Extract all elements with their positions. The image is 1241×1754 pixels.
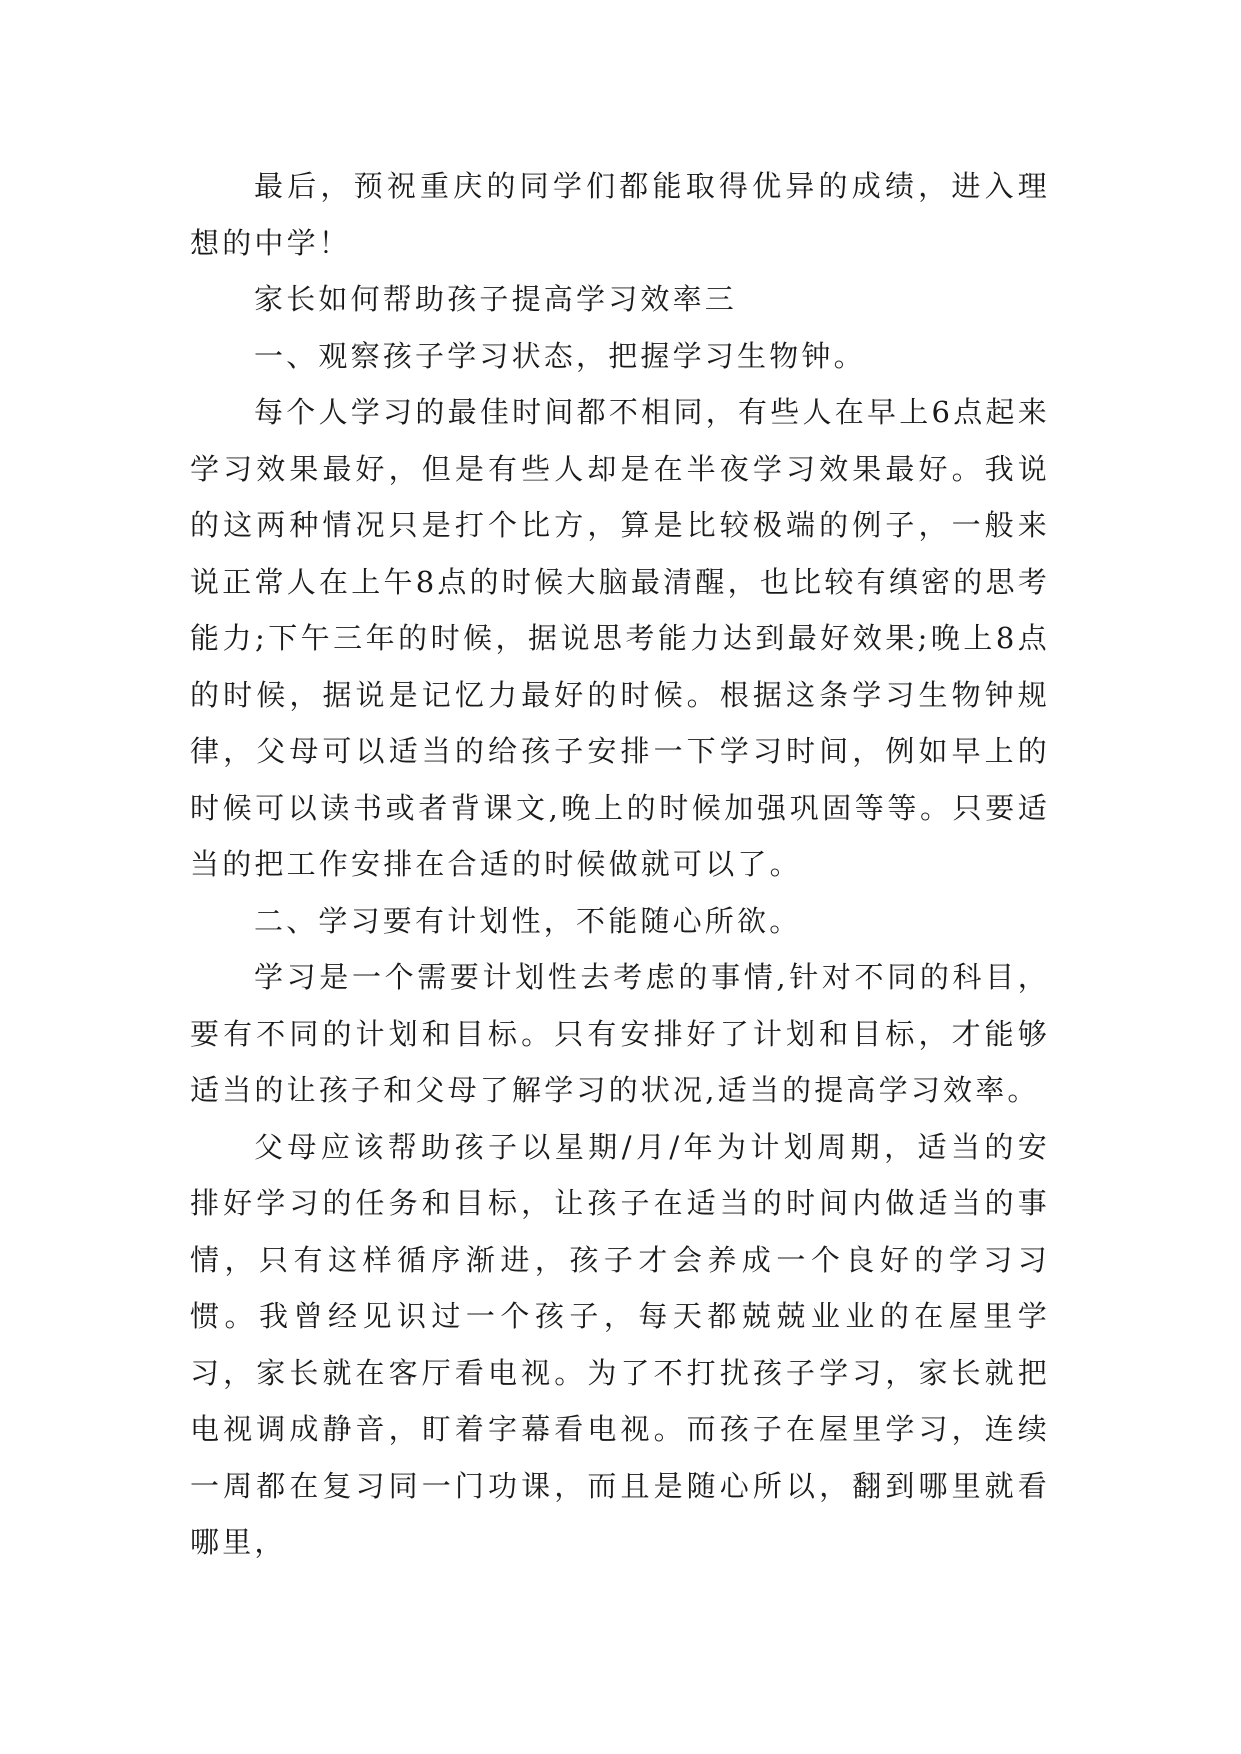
- body-paragraph: 父母应该帮助孩子以星期/月/年为计划周期，适当的安排好学习的任务和目标，让孩子在适当的时间内做适当的事情，只有这样循序渐进，孩子才会养成一个良好的学习习惯。我曾经见识过一个孩子，每天都兢兢业业的在屋里学习，家长就在客厅看电视。为了不打扰孩子学习，家长就把电视调成静音，盯着字幕看电视。而孩子在屋里学习，连续一周都在复习同一门功课，而且是随心所以，翻到哪里就看哪里，: [190, 1129, 1050, 1559]
- heading-two: 二、学习要有计划性，不能随心所欲。: [254, 903, 802, 938]
- section-title: 家长如何帮助孩子提高学习效率三: [254, 282, 738, 316]
- body-paragraph: 学习是一个需要计划性去考虑的事情,针对不同的科目，要有不同的计划和目标。只有安排好了计划和目标，才能够适当的让孩子和父母了解学习的状况,适当的提高学习效率。: [190, 960, 1050, 1107]
- document-body: [190, 158, 1050, 1571]
- body-paragraph: 每个人学习的最佳时间都不相同，有些人在早上6点起来学习效果最好，但是有些人却是在半夜学习效果最好。我说的这两种情况只是打个比方，算是比较极端的例子，一般来说正常人在上午8点的时候大脑最清醒，也比较有缜密的思考能力;下午三年的时候，据说思考能力达到最好效果;晚上8点的时候，据说是记忆力最好的时候。根据这条学习生物钟规律，父母可以适当的给孩子安排一下学习时间，例如早上的时候可以读书或者背课文,晚上的时候加强巩固等等。只要适当的把工作安排在合适的时候做就可以了。: [190, 395, 1050, 881]
- heading-one: 一、观察孩子学习状态，把握学习生物钟。: [254, 338, 866, 373]
- closing-paragraph: 最后，预祝重庆的同学们都能取得优异的成绩，进入理想的中学！: [190, 169, 1050, 260]
